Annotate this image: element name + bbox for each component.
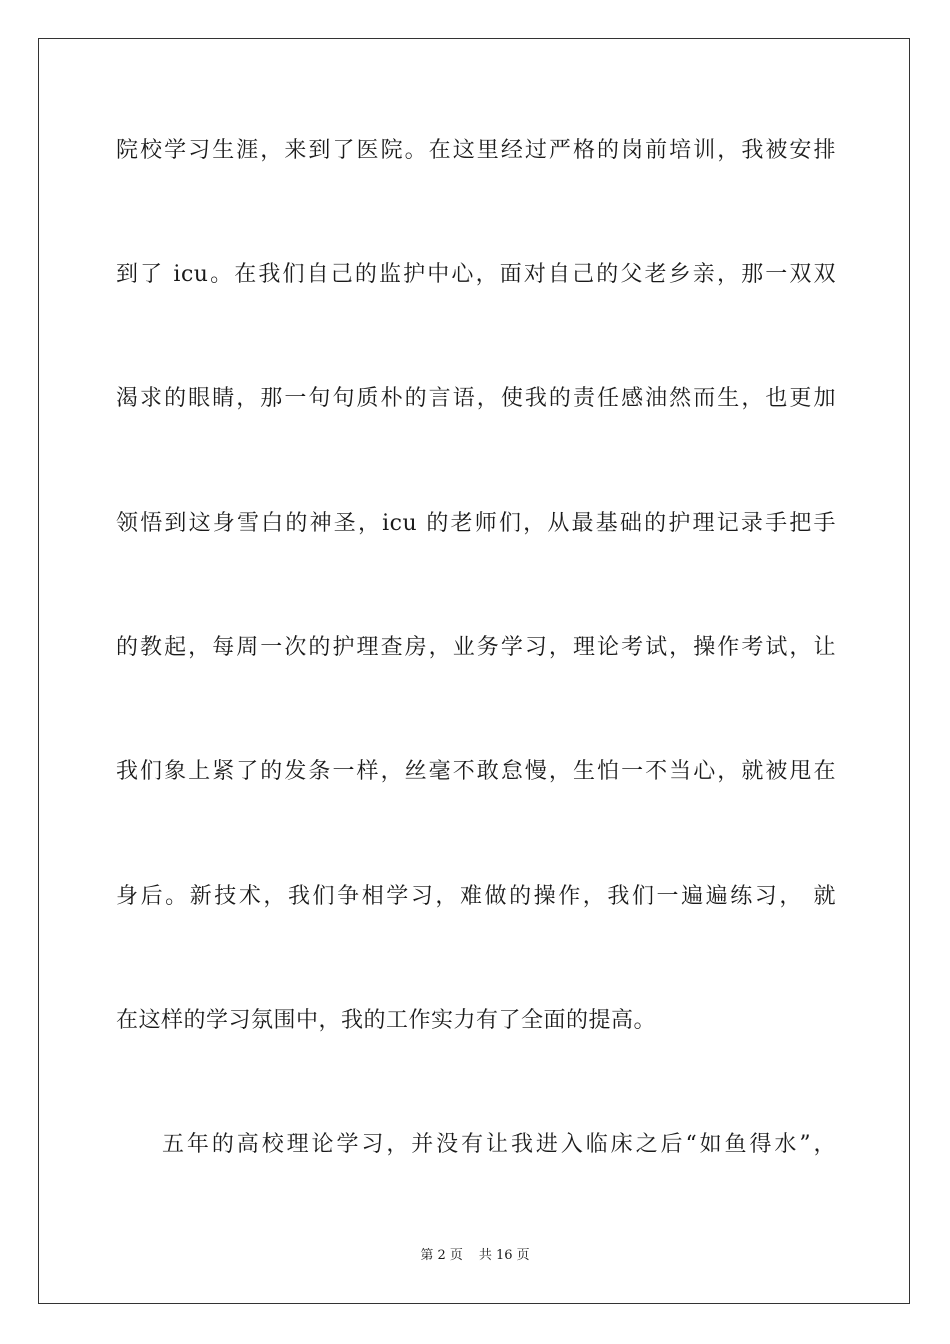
text-line: 的教起，每周一次的护理查房，业务学习，理论考试，操作考试，让 (116, 635, 836, 660)
page-number: 第 2 页 (420, 1248, 463, 1263)
text-line: 领悟到这身雪白的神圣，icu 的老师们，从最基础的护理记录手把手 (116, 511, 836, 536)
text-line: 在这样的学习氛围中，我的工作实力有了全面的提高。 (116, 1008, 657, 1033)
page-border (38, 38, 910, 1304)
page-total: 共 16 页 (478, 1248, 530, 1263)
text-line: 身后。新技术，我们争相学习，难做的操作，我们一遍遍练习， 就 (116, 884, 836, 909)
paragraph-first-line: 五年的高校理论学习，并没有让我进入临床之后“如鱼得水”， (162, 1132, 836, 1157)
text-line: 我们象上紧了的发条一样，丝毫不敢怠慢，生怕一不当心，就被甩在 (116, 759, 836, 784)
text-line: 到了 icu。在我们自己的监护中心，面对自己的父老乡亲，那一双双 (116, 262, 836, 287)
text-line: 渴求的眼睛，那一句句质朴的言语，使我的责任感油然而生，也更加 (116, 386, 836, 411)
text-line: 院校学习生涯，来到了医院。在这里经过严格的岗前培训，我被安排 (116, 138, 836, 163)
page-footer (0, 1246, 950, 1266)
